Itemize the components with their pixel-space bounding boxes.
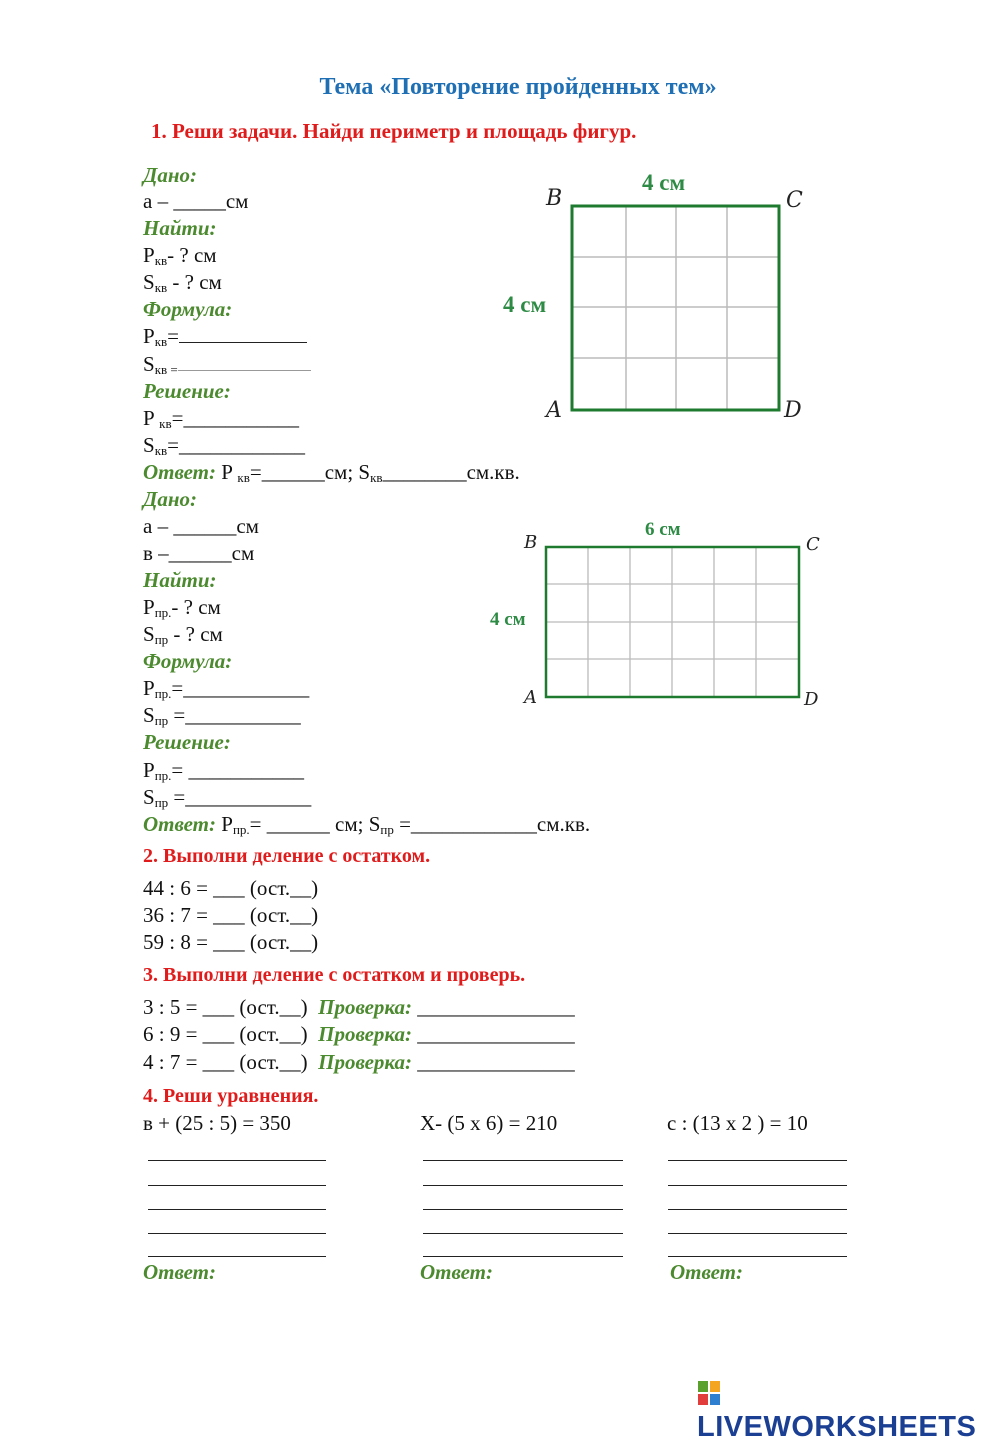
square-formula-p-main: P <box>143 324 155 348</box>
rect-formula-p-sub: пр. <box>154 686 172 701</box>
square-vertex-d: D <box>784 398 802 423</box>
square-solution-area[interactable] <box>143 433 305 459</box>
task2-row[interactable]: 44 : 6 = ___ (ост.__) <box>143 876 319 900</box>
rect-vertex-d: D <box>804 689 819 710</box>
rect-given-a[interactable]: а – ______см <box>143 514 259 538</box>
rect-sol-p-main: P <box>143 758 155 782</box>
square-formula-perimeter[interactable] <box>143 324 307 350</box>
square-answer-s-rest: ________см.кв. <box>382 460 520 484</box>
rect-answer-p-rest: = ______ см; S <box>249 812 381 836</box>
rect-find-s-main: S <box>143 622 155 646</box>
task3-expr[interactable]: 4 : 7 = ___ (ост.__) <box>143 1050 308 1074</box>
task1-heading: 1. Реши задачи. Найди периметр и площадь фигур. <box>151 119 637 143</box>
rect-answer-p-sub: пр. <box>232 822 250 837</box>
square-formula-label: Формула: <box>143 297 233 321</box>
square-find-perimeter <box>143 243 217 269</box>
rect-formula-perimeter[interactable] <box>143 676 309 702</box>
square-find-area <box>143 270 222 296</box>
square-answer-p-rest: =______см; S <box>249 460 371 484</box>
task3-check-blank[interactable]: _______________ <box>417 995 575 1019</box>
equation-3: с : (13 х 2 ) = 10 <box>667 1111 808 1135</box>
task3-check-label: Проверка: <box>318 1022 413 1046</box>
rect-sol-p-sub: пр. <box>154 768 172 783</box>
rect-given-label: Дано: <box>143 487 197 511</box>
equation-3-answer-label: Ответ: <box>670 1260 743 1284</box>
rect-given-b[interactable]: в –______см <box>143 541 255 565</box>
square-sol-p-rest: =___________ <box>171 406 299 430</box>
equation-3-work-line[interactable] <box>668 1209 847 1210</box>
liveworksheets-text: LIVEWORKSHEETS <box>697 1411 977 1443</box>
equation-1-answer-label: Ответ: <box>143 1260 216 1284</box>
equation-1-work-line[interactable] <box>148 1185 326 1186</box>
square-given-label: Дано: <box>143 163 197 187</box>
task2-row[interactable]: 36 : 7 = ___ (ост.__) <box>143 903 319 927</box>
equation-1-work-line[interactable] <box>148 1256 326 1257</box>
equation-3-work-line[interactable] <box>668 1233 847 1234</box>
square-formula-p-blank[interactable] <box>179 324 307 343</box>
square-vertex-c: C <box>786 188 803 213</box>
rect-sol-p-rest: = ___________ <box>171 758 304 782</box>
rect-top-dimension: 6 см <box>645 519 681 540</box>
rect-find-perimeter <box>143 595 221 621</box>
rect-formula-label: Формула: <box>143 649 233 673</box>
equation-2-work-line[interactable] <box>423 1256 623 1257</box>
rect-solution-label: Решение: <box>143 730 231 754</box>
rect-vertex-b: B <box>524 532 538 553</box>
square-formula-area[interactable] <box>143 352 311 378</box>
rect-solution-perimeter[interactable] <box>143 758 304 784</box>
page-title: Тема «Повторение пройденных тем» <box>319 74 717 100</box>
equation-3-work-line[interactable] <box>668 1256 847 1257</box>
square-grid-lines <box>572 206 779 410</box>
equation-3-work-line[interactable] <box>668 1160 847 1161</box>
square-formula-s-sub: кв = <box>154 362 178 377</box>
rectangle-figure <box>520 530 820 715</box>
square-given-a[interactable]: а – _____см <box>143 189 249 213</box>
liveworksheets-logo <box>697 1378 1000 1444</box>
rect-formula-s-sub: пр <box>154 713 169 728</box>
square-formula-s-main: S <box>143 352 155 376</box>
square-find-p-rest: - ? см <box>167 243 217 267</box>
square-answer[interactable] <box>143 460 520 486</box>
task3-check-blank[interactable]: _______________ <box>417 1022 575 1046</box>
equation-2: Х- (5 х 6) = 210 <box>420 1111 558 1135</box>
rect-formula-s-main: S <box>143 703 155 727</box>
square-answer-p-main: P <box>216 460 238 484</box>
rect-answer-s-rest: =____________см.кв. <box>393 812 591 836</box>
task3-row[interactable] <box>143 1022 575 1047</box>
square-formula-s-blank[interactable] <box>178 352 311 371</box>
square-sol-p-sub: кв <box>159 416 172 431</box>
rect-find-p-sub: пр. <box>154 605 172 620</box>
rect-side-dimension: 4 см <box>490 609 526 630</box>
task2-row[interactable]: 59 : 8 = ___ (ост.__) <box>143 930 319 954</box>
rect-answer-p-main: P <box>216 812 233 836</box>
task3-check-blank[interactable]: _______________ <box>417 1050 575 1074</box>
square-answer-p-sub: кв <box>237 470 250 485</box>
equation-1-work-line[interactable] <box>148 1209 326 1210</box>
rect-answer-label: Ответ: <box>143 812 216 836</box>
equation-1-work-line[interactable] <box>148 1233 326 1234</box>
equation-2-work-line[interactable] <box>423 1185 623 1186</box>
rect-find-area <box>143 622 223 648</box>
equation-1-work-line[interactable] <box>148 1160 326 1161</box>
task3-row[interactable] <box>143 995 575 1020</box>
equation-2-answer-label: Ответ: <box>420 1260 493 1284</box>
rect-find-p-rest: - ? см <box>171 595 221 619</box>
square-find-s-main: S <box>143 270 155 294</box>
rect-find-s-sub: пр <box>154 632 169 647</box>
square-solution-perimeter[interactable] <box>143 406 299 432</box>
square-answer-label: Ответ: <box>143 460 216 484</box>
square-find-p-sub: кв <box>154 253 168 268</box>
equation-2-work-line[interactable] <box>423 1209 623 1210</box>
rect-sol-s-main: S <box>143 785 155 809</box>
task3-row[interactable] <box>143 1050 575 1075</box>
square-formula-p-rest: = <box>167 324 179 348</box>
square-sol-s-main: S <box>143 433 155 457</box>
rect-formula-area[interactable] <box>143 703 301 729</box>
liveworksheets-badge-icon <box>697 1380 721 1406</box>
rect-formula-p-main: P <box>143 676 155 700</box>
square-find-s-rest: - ? см <box>167 270 222 294</box>
square-solution-label: Решение: <box>143 379 231 403</box>
rect-find-s-rest: - ? см <box>168 622 223 646</box>
task3-expr[interactable]: 6 : 9 = ___ (ост.__) <box>143 1022 308 1046</box>
rect-sol-s-sub: пр <box>154 795 169 810</box>
square-vertex-a: A <box>546 398 562 423</box>
rect-vertex-a: A <box>524 687 537 708</box>
equation-3-work-line[interactable] <box>668 1185 847 1186</box>
square-find-s-sub: кв <box>154 280 168 295</box>
rect-vertex-c: C <box>806 534 820 555</box>
rect-formula-p-rest: =____________ <box>171 676 310 700</box>
square-find-label: Найти: <box>143 216 217 240</box>
task2-heading: 2. Выполни деление с остатком. <box>143 845 431 867</box>
task3-check-label: Проверка: <box>318 1050 413 1074</box>
task3-expr[interactable]: 3 : 5 = ___ (ост.__) <box>143 995 308 1019</box>
square-find-p-main: P <box>143 243 155 267</box>
square-formula-p-sub: кв <box>154 334 168 349</box>
square-answer-s-sub: кв <box>370 470 383 485</box>
rect-answer-s-sub: пр <box>380 822 394 837</box>
square-sol-s-rest: =____________ <box>167 433 305 457</box>
rect-formula-s-rest: =___________ <box>168 703 301 727</box>
square-top-dimension: 4 см <box>642 170 686 195</box>
square-vertex-b: B <box>546 186 563 211</box>
equation-2-work-line[interactable] <box>423 1160 623 1161</box>
square-side-dimension: 4 см <box>503 292 547 317</box>
square-sol-p-main: P <box>143 406 160 430</box>
task4-heading: 4. Реши уравнения. <box>143 1085 319 1107</box>
rectangle-grid-lines <box>546 547 799 697</box>
square-sol-s-sub: кв <box>154 443 168 458</box>
rect-sol-s-rest: =____________ <box>168 785 312 809</box>
rect-solution-area[interactable] <box>143 785 311 811</box>
task3-heading: 3. Выполни деление с остатком и проверь. <box>143 964 526 986</box>
equation-2-work-line[interactable] <box>423 1233 623 1234</box>
rect-answer[interactable] <box>143 812 590 838</box>
rect-find-label: Найти: <box>143 568 217 592</box>
task3-check-label: Проверка: <box>318 995 413 1019</box>
rect-find-p-main: P <box>143 595 155 619</box>
equation-1: в + (25 : 5) = 350 <box>143 1111 291 1135</box>
